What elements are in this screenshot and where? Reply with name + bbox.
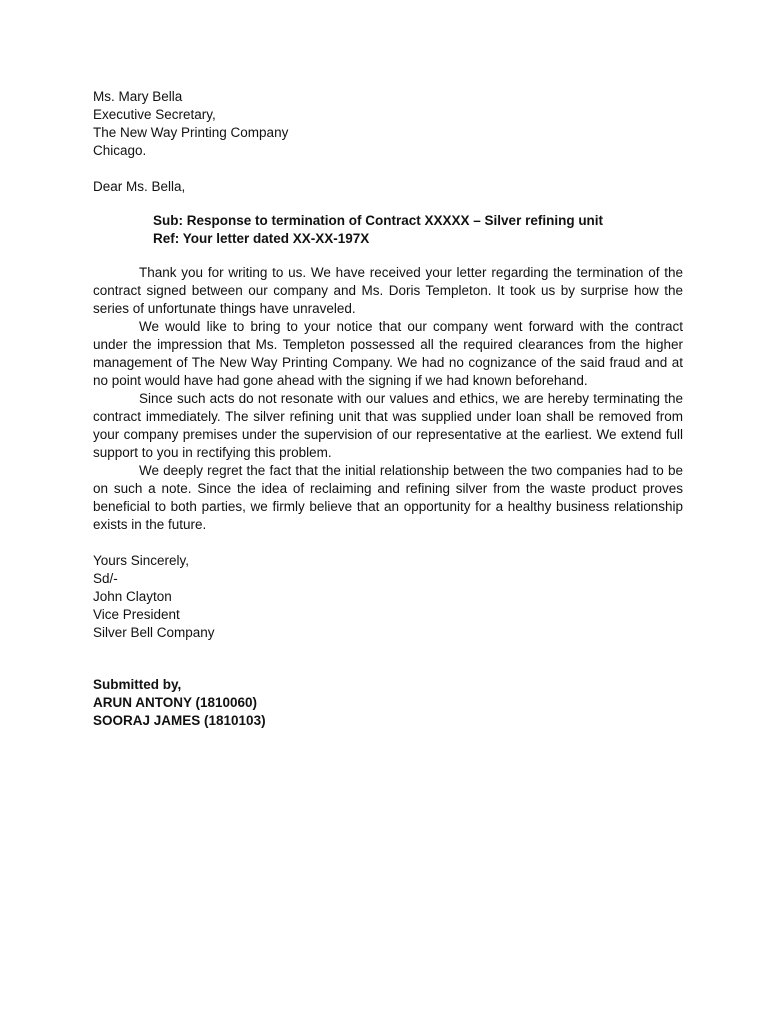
body-paragraph-2: We would like to bring to your notice that our company went forward with the contract under the impression that Ms. Templeton possessed all the required clearances from the higher management of The New Way Printing Company. We had no cognizance of the said fraud and at no point would have had gone ahead with the signing if we had known beforehand. (93, 319, 683, 388)
submission-block (93, 676, 683, 730)
recipient-name: Ms. Mary Bella (93, 89, 183, 104)
closing-block (93, 552, 683, 642)
recipient-city: Chicago. (93, 143, 147, 158)
signer-title: Vice President (93, 607, 180, 622)
signature-mark: Sd/- (93, 571, 118, 586)
letter-body (93, 264, 683, 534)
body-paragraph-3: Since such acts do not resonate with our values and ethics, we are hereby terminating the contract immediately. The silver refining unit that was supplied under loan shall be removed from your company premises under the supervision of our representative at the earliest. We extend full support to you in rectifying this problem. (93, 391, 683, 460)
signer-company: Silver Bell Company (93, 625, 215, 640)
body-paragraph-4: We deeply regret the fact that the initial relationship between the two companies had to be on such a note. Since the idea of reclaiming and refining silver from the waste product proves beneficial to both parties, we firmly believe that an opportunity for a healthy business relationship exists in the future. (93, 463, 683, 532)
recipient-block (93, 88, 683, 160)
recipient-company: The New Way Printing Company (93, 125, 289, 140)
valediction: Yours Sincerely, (93, 553, 190, 568)
letter (93, 88, 683, 730)
student-2: SOORAJ JAMES (1810103) (93, 713, 266, 728)
subject-line: Sub: Response to termination of Contract XXXXX – Silver refining unit (153, 213, 604, 228)
subject-block (93, 212, 683, 248)
salutation: Dear Ms. Bella, (93, 179, 186, 194)
student-1: ARUN ANTONY (1810060) (93, 695, 258, 710)
signer-name: John Clayton (93, 589, 172, 604)
body-paragraph-1: Thank you for writing to us. We have received your letter regarding the termination of the contract signed between our company and Ms. Doris Templeton. It took us by surprise how the series of unfortunate things have unraveled. (93, 265, 683, 316)
reference-line: Ref: Your letter dated XX-XX-197X (153, 231, 370, 246)
recipient-title: Executive Secretary, (93, 107, 216, 122)
submitted-label: Submitted by, (93, 677, 182, 692)
